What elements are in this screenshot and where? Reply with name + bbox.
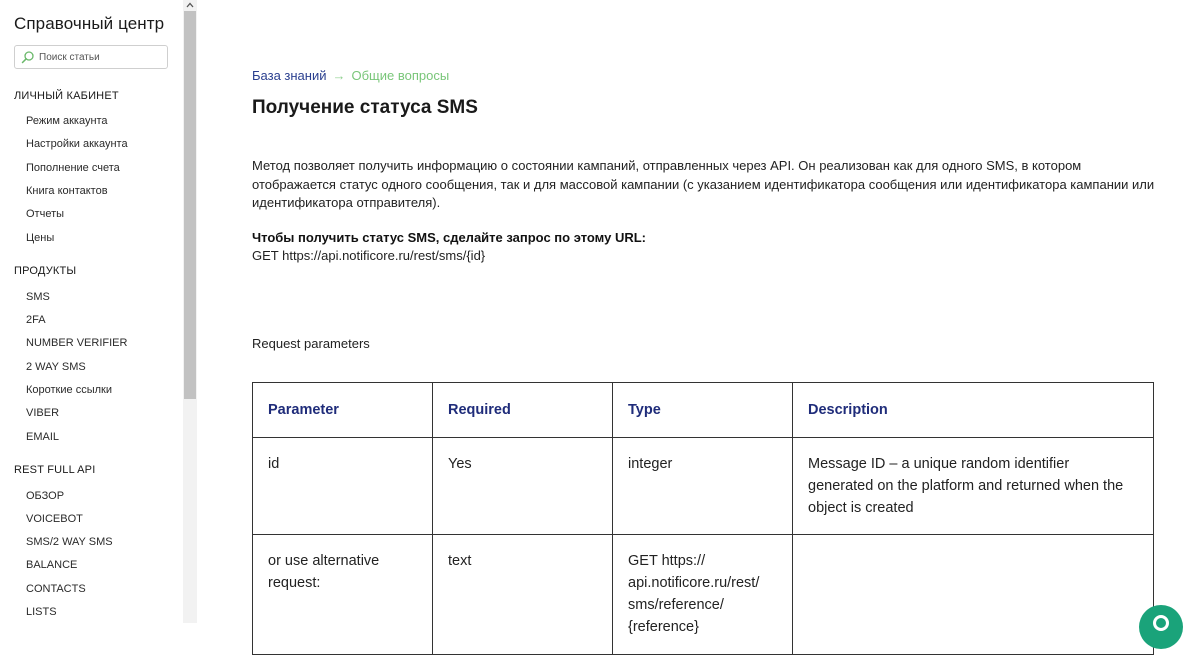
table-header-cell: Description bbox=[793, 383, 1154, 438]
sidebar-title: Справочный центр bbox=[14, 14, 165, 33]
sidebar-item-voicebot[interactable]: VOICEBOT bbox=[26, 513, 83, 525]
sidebar-item-prices[interactable]: Цены bbox=[26, 232, 55, 244]
article-intro: Метод позволяет получить информацию о состоянии кампаний, отправленных через API. Он реализован как для одного SMS, в котором отображается статус одного сообщения, так и для массовой кампании (с указанием идентификатора сообщения или идентификатора кампании или идентификатора отправителя). bbox=[252, 158, 1155, 210]
sidebar-item-account-mode[interactable]: Режим аккаунта bbox=[26, 115, 108, 127]
request-label: Чтобы получить статус SMS, сделайте запрос по этому URL: bbox=[252, 230, 647, 245]
table-cell: text bbox=[433, 535, 613, 655]
chat-icon bbox=[1153, 615, 1169, 631]
breadcrumb bbox=[252, 68, 449, 83]
page-title: Получение статуса SMS bbox=[252, 97, 478, 118]
table-row bbox=[253, 438, 1154, 535]
sidebar-item-contacts-book[interactable]: Книга контактов bbox=[26, 185, 108, 197]
search-box[interactable] bbox=[14, 45, 168, 69]
table-cell: id bbox=[253, 438, 433, 535]
sidebar-scrollbar[interactable] bbox=[183, 0, 197, 623]
sidebar-item-sms-2-way-sms[interactable]: SMS/2 WAY SMS bbox=[26, 536, 113, 548]
table-cell: or use alternative request: bbox=[253, 535, 433, 655]
sidebar-item-email[interactable]: EMAIL bbox=[26, 431, 60, 443]
table-header-cell: Type bbox=[613, 383, 793, 438]
request-url: GET https://api.notificore.ru/rest/sms/{id} bbox=[252, 248, 486, 263]
table-cell: integer bbox=[613, 438, 793, 535]
sidebar-item-short-links[interactable]: Короткие ссылки bbox=[26, 384, 112, 396]
sidebar-item-reports[interactable]: Отчеты bbox=[26, 208, 65, 220]
sidebar-item-contacts[interactable]: CONTACTS bbox=[26, 583, 86, 595]
sidebar-item-2-way-sms[interactable]: 2 WAY SMS bbox=[26, 361, 86, 373]
breadcrumb-current[interactable]: Общие вопросы bbox=[351, 68, 450, 83]
sidebar bbox=[0, 0, 183, 623]
table-header-cell: Required bbox=[433, 383, 613, 438]
search-icon bbox=[21, 50, 35, 64]
sidebar-item-2fa[interactable]: 2FA bbox=[26, 314, 46, 326]
section-heading-products: ПРОДУКТЫ bbox=[14, 265, 77, 277]
params-caption: Request parameters bbox=[252, 336, 370, 351]
sidebar-item-top-up[interactable]: Пополнение счета bbox=[26, 162, 120, 174]
breadcrumb-home-link[interactable]: База знаний bbox=[252, 68, 327, 83]
table-row bbox=[253, 535, 1154, 655]
table-cell bbox=[793, 535, 1154, 655]
sidebar-item-number-verifier[interactable]: NUMBER VERIFIER bbox=[26, 337, 128, 349]
sidebar-item-sms[interactable]: SMS bbox=[26, 291, 50, 303]
search-input[interactable] bbox=[39, 49, 165, 65]
chat-widget-button[interactable] bbox=[1139, 605, 1183, 649]
breadcrumb-arrow-icon: → bbox=[332, 68, 346, 83]
table-cell: Message ID – a unique random identifier generated on the platform and returned when the object is created bbox=[793, 438, 1154, 535]
section-heading-personal-account: ЛИЧНЫЙ КАБИНЕТ bbox=[14, 90, 119, 102]
scrollbar-thumb[interactable] bbox=[184, 11, 196, 399]
sidebar-item-overview[interactable]: ОБЗОР bbox=[26, 490, 65, 502]
table-header-row bbox=[253, 383, 1154, 438]
table-cell: GET https:// api.notificore.ru/rest/ sms/reference/ {reference} bbox=[613, 535, 793, 655]
chevron-up-icon[interactable] bbox=[186, 1, 194, 9]
sidebar-item-balance[interactable]: BALANCE bbox=[26, 559, 78, 571]
sidebar-item-lists[interactable]: LISTS bbox=[26, 606, 57, 618]
sidebar-item-viber[interactable]: VIBER bbox=[26, 407, 60, 419]
table-header-cell: Parameter bbox=[253, 383, 433, 438]
params-table bbox=[252, 382, 1154, 655]
table-cell: Yes bbox=[433, 438, 613, 535]
section-heading-rest-api: REST FULL API bbox=[14, 464, 96, 476]
sidebar-item-account-settings[interactable]: Настройки аккаунта bbox=[26, 138, 128, 150]
